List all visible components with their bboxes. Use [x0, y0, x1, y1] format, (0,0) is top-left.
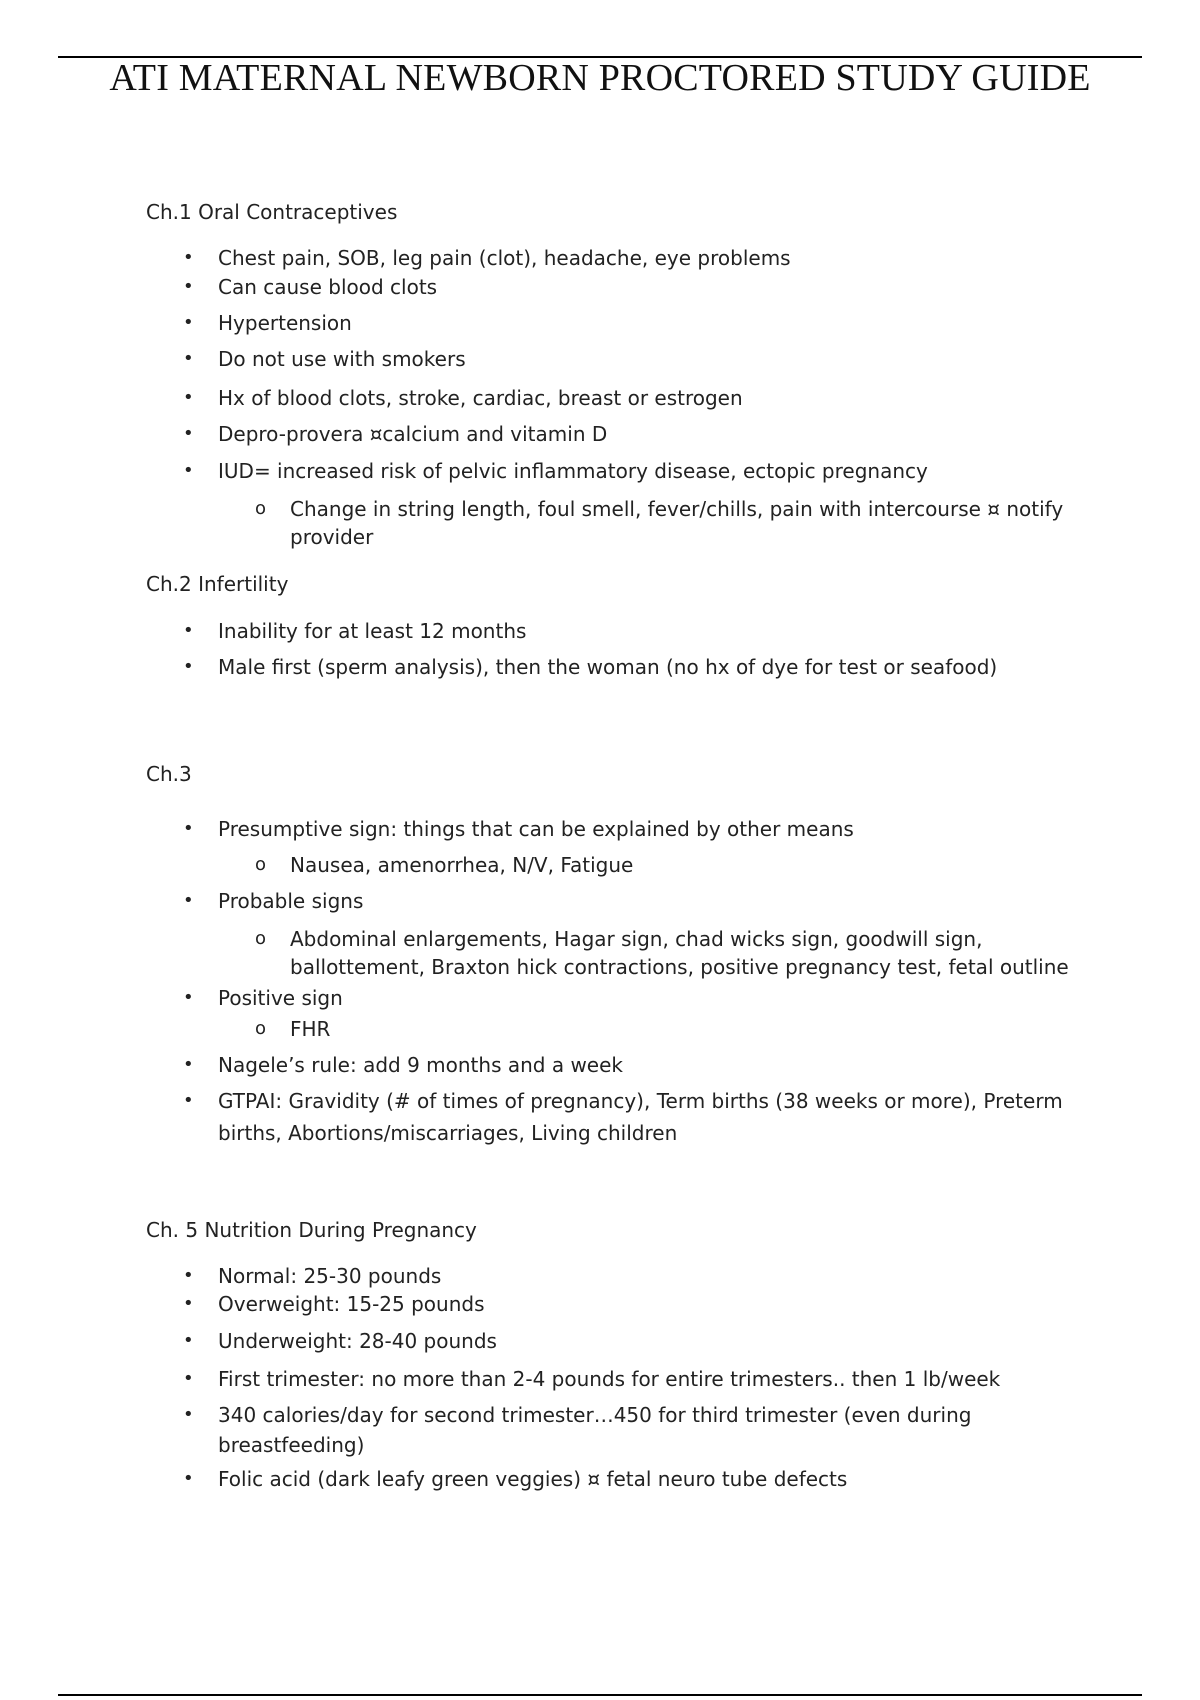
- bullet-icon: •: [183, 1330, 194, 1351]
- list-item: First trimester: no more than 2-4 pounds for entire trimesters.. then 1 lb/week: [218, 1367, 1001, 1391]
- list-item: Underweight: 28-40 pounds: [218, 1329, 497, 1353]
- bullet-icon: •: [183, 890, 194, 911]
- list-item: Depro-provera ¤calcium and vitamin D: [218, 422, 608, 446]
- section-heading-ch3: Ch.3: [146, 762, 192, 786]
- list-item: IUD= increased risk of pelvic inflammatory disease, ectopic pregnancy: [218, 459, 928, 483]
- bullet-icon: •: [183, 1368, 194, 1389]
- bullet-icon: •: [183, 1265, 194, 1286]
- list-item: Inability for at least 12 months: [218, 619, 527, 643]
- sub-bullet-icon: o: [255, 498, 267, 519]
- bullet-icon: •: [183, 348, 194, 369]
- bottom-rule: [58, 1694, 1142, 1696]
- sub-bullet-icon: o: [255, 854, 267, 875]
- bullet-icon: •: [183, 387, 194, 408]
- bullet-icon: •: [183, 460, 194, 481]
- list-item: Folic acid (dark leafy green veggies) ¤ fetal neuro tube defects: [218, 1467, 848, 1491]
- section-heading-ch2: Ch.2 Infertility: [146, 572, 289, 596]
- section-heading-ch1: Ch.1 Oral Contraceptives: [146, 200, 398, 224]
- list-item: Can cause blood clots: [218, 275, 438, 299]
- bullet-icon: •: [183, 1404, 194, 1425]
- list-item: Do not use with smokers: [218, 347, 466, 371]
- sub-list-item-continued: provider: [290, 525, 374, 549]
- bullet-icon: •: [183, 987, 194, 1008]
- list-item-continued: births, Abortions/miscarriages, Living children: [218, 1121, 678, 1145]
- bullet-icon: •: [183, 1468, 194, 1489]
- bullet-icon: •: [183, 247, 194, 268]
- sub-list-item: FHR: [290, 1017, 331, 1041]
- sub-bullet-icon: o: [255, 1018, 267, 1039]
- list-item: Hx of blood clots, stroke, cardiac, breast or estrogen: [218, 386, 743, 410]
- list-item: Nagele’s rule: add 9 months and a week: [218, 1053, 623, 1077]
- section-heading-ch5: Ch. 5 Nutrition During Pregnancy: [146, 1218, 477, 1242]
- bullet-icon: •: [183, 620, 194, 641]
- list-item: Probable signs: [218, 889, 364, 913]
- sub-list-item: Nausea, amenorrhea, N/V, Fatigue: [290, 853, 634, 877]
- list-item: Male first (sperm analysis), then the woman (no hx of dye for test or seafood): [218, 655, 998, 679]
- bullet-icon: •: [183, 818, 194, 839]
- bullet-icon: •: [183, 656, 194, 677]
- bullet-icon: •: [183, 1293, 194, 1314]
- bullet-icon: •: [183, 276, 194, 297]
- sub-list-item-continued: ballottement, Braxton hick contractions, positive pregnancy test, fetal outline: [290, 955, 1069, 979]
- list-item-continued: breastfeeding): [218, 1433, 365, 1457]
- bullet-icon: •: [183, 1054, 194, 1075]
- list-item: Overweight: 15-25 pounds: [218, 1292, 485, 1316]
- sub-bullet-icon: o: [255, 928, 267, 949]
- sub-list-item: Abdominal enlargements, Hagar sign, chad wicks sign, goodwill sign,: [290, 927, 983, 951]
- bullet-icon: •: [183, 1090, 194, 1111]
- list-item: Positive sign: [218, 986, 343, 1010]
- list-item: Chest pain, SOB, leg pain (clot), headache, eye problems: [218, 246, 791, 270]
- list-item: GTPAI: Gravidity (# of times of pregnancy), Term births (38 weeks or more), Preterm: [218, 1089, 1063, 1113]
- list-item: Presumptive sign: things that can be explained by other means: [218, 817, 854, 841]
- list-item: 340 calories/day for second trimester…450 for third trimester (even during: [218, 1403, 972, 1427]
- document-title: ATI MATERNAL NEWBORN PROCTORED STUDY GUIDE: [109, 57, 1091, 99]
- list-item: Hypertension: [218, 311, 352, 335]
- list-item: Normal: 25-30 pounds: [218, 1264, 442, 1288]
- sub-list-item: Change in string length, foul smell, fever/chills, pain with intercourse ¤ notify: [290, 497, 1064, 521]
- bullet-icon: •: [183, 312, 194, 333]
- bullet-icon: •: [183, 423, 194, 444]
